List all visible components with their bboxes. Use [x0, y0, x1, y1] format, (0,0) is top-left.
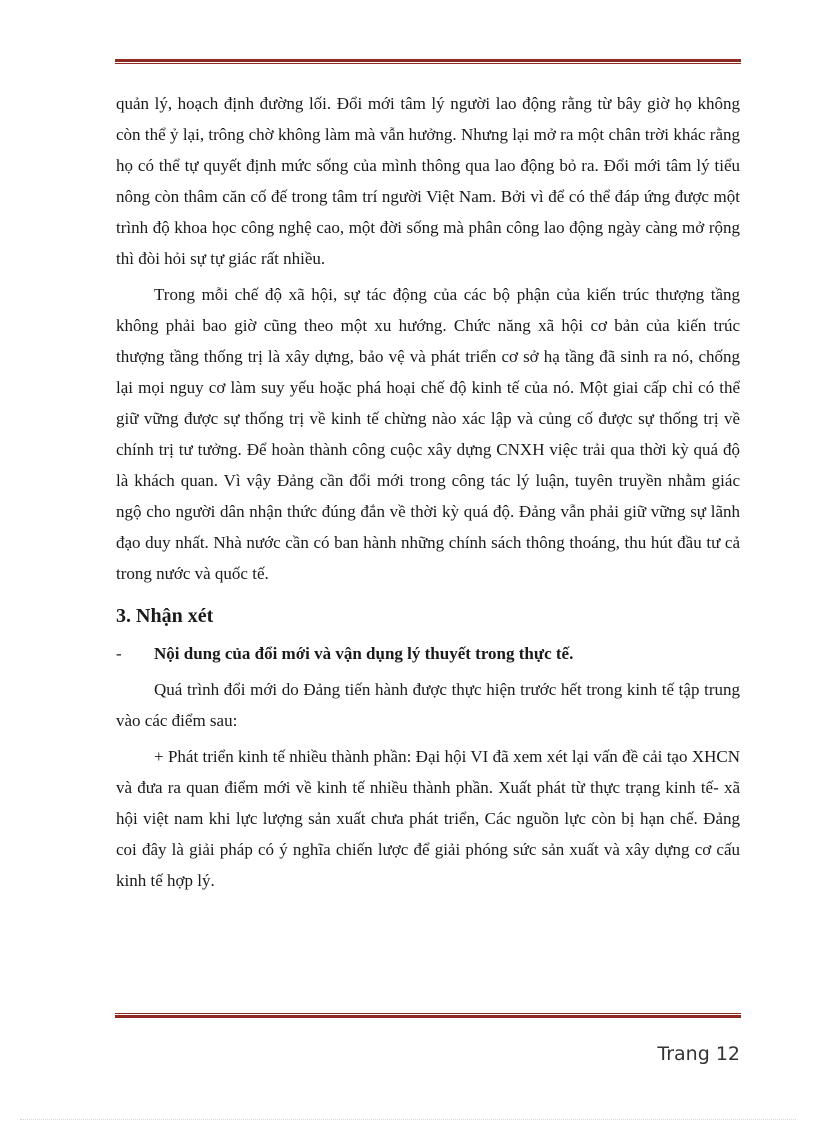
body-paragraph: + Phát triển kinh tế nhiều thành phần: Đại hội VI đã xem xét lại vấn đề cải tạo XHCN và đưa ra quan điểm mới về kinh tế nhiều thành phần. Xuất phát từ thực trạng kinh tế- xã hội việt nam khi lực lượng sản xuất chưa phát triển, Các nguồn lực còn bị hạn chế. Đảng coi đây là giải pháp có ý nghĩa chiến lược để giải phóng sức sản xuất và xây dựng cơ cấu kinh tế hợp lý.	[116, 747, 740, 890]
page-edge-divider	[20, 1119, 796, 1120]
page-number: Trang 12	[657, 1043, 740, 1065]
header-rule	[115, 59, 741, 64]
body-paragraph-continued: quản lý, hoạch định đường lối. Đổi mới tâm lý người lao động rằng từ bây giờ họ không còn thể ỷ lại, trông chờ không làm mà vẫn hưởng. Nhưng lại mở ra một chân trời khác rằng họ có thể tự quyết định mức sống của mình thông qua lao động bỏ ra. Đổi mới tâm lý tiểu nông còn thâm căn cố đế trong tâm trí người Việt Nam. Bởi vì để có thể đáp ứng được một trình độ khoa học công nghệ cao, một đời sống mà phân công lao động ngày càng mở rộng thì đòi hỏi sự tự giác rất nhiều.	[116, 94, 740, 268]
bullet-text: Nội dung của đổi mới và vận dụng lý thuyết trong thực tế.	[154, 644, 574, 663]
footer-rule	[115, 1013, 741, 1018]
section-heading: 3. Nhận xét	[116, 605, 214, 627]
body-paragraph: Quá trình đổi mới do Đảng tiến hành được thực hiện trước hết trong kinh tế tập trung vào các điểm sau:	[116, 680, 740, 730]
bullet-marker: -	[116, 644, 122, 663]
body-paragraph: Trong mỗi chế độ xã hội, sự tác động của các bộ phận của kiến trúc thượng tầng không phải bao giờ cũng theo một xu hướng. Chức năng xã hội cơ bản của kiến trúc thượng tầng thống trị là xây dựng, bảo vệ và phát triển cơ sở hạ tầng đã sinh ra nó, chống lại mọi nguy cơ làm suy yếu hoặc phá hoại chế độ kinh tế của nó. Một giai cấp chỉ có thể giữ vững được sự thống trị về kinh tế chừng nào xác lập và củng cố được sự thống trị về chính trị tư tưởng. Để hoàn thành công cuộc xây dựng CNXH việc trải qua thời kỳ quá độ là khách quan. Vì vậy Đảng cần đổi mới trong công tác lý luận, tuyên truyền nhằm giác ngộ cho người dân nhận thức đúng đắn về thời kỳ quá độ. Đảng vẫn phải giữ vững sự lãnh đạo duy nhất. Nhà nước cần có ban hành những chính sách thông thoáng, thu hút đầu tư cả trong nước và quốc tế.	[116, 285, 740, 583]
page-body	[116, 88, 740, 896]
bullet-item	[116, 638, 740, 669]
